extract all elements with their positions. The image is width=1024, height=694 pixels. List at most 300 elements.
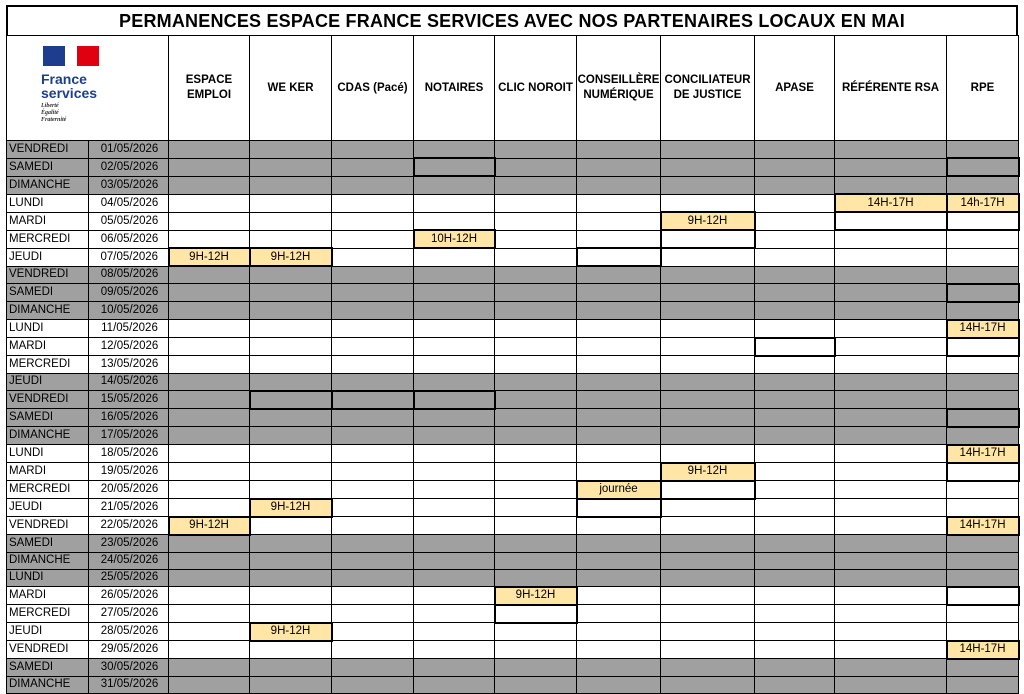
empty-slot <box>332 409 414 427</box>
empty-slot <box>250 338 332 356</box>
table-row <box>7 248 1019 266</box>
header-row <box>7 36 1019 141</box>
empty-slot <box>169 641 250 659</box>
empty-slot <box>947 356 1019 374</box>
empty-slot <box>495 535 577 553</box>
empty-slot <box>755 141 835 159</box>
empty-slot <box>332 338 414 356</box>
empty-slot <box>577 499 661 517</box>
empty-slot <box>414 641 495 659</box>
empty-slot <box>414 356 495 374</box>
empty-slot <box>495 158 577 176</box>
empty-slot <box>169 623 250 641</box>
schedule-body <box>7 141 1019 694</box>
empty-slot <box>755 605 835 623</box>
empty-slot <box>835 641 947 659</box>
empty-slot <box>332 481 414 499</box>
empty-slot <box>414 248 495 266</box>
permanence-slot: 9H-12H <box>169 517 250 535</box>
empty-slot <box>250 391 332 409</box>
empty-slot <box>414 158 495 176</box>
date-cell: 03/05/2026 <box>89 176 169 194</box>
day-cell: LUNDI <box>7 194 89 212</box>
empty-slot <box>250 659 332 677</box>
empty-slot <box>661 569 755 587</box>
empty-slot <box>947 427 1019 445</box>
permanence-slot: 14H-17H <box>947 641 1019 659</box>
empty-slot <box>661 659 755 677</box>
empty-slot <box>332 302 414 320</box>
empty-slot <box>250 302 332 320</box>
empty-slot <box>835 373 947 391</box>
empty-slot <box>414 676 495 693</box>
empty-slot <box>332 230 414 248</box>
empty-slot <box>755 409 835 427</box>
empty-slot <box>250 356 332 374</box>
day-cell: MARDI <box>7 338 89 356</box>
empty-slot <box>332 158 414 176</box>
empty-slot <box>169 302 250 320</box>
day-cell: VENDREDI <box>7 641 89 659</box>
table-row <box>7 176 1019 194</box>
day-cell: MERCREDI <box>7 356 89 374</box>
empty-slot <box>414 552 495 569</box>
empty-slot <box>947 463 1019 481</box>
day-cell: SAMEDI <box>7 535 89 553</box>
france-services-logo <box>41 46 168 124</box>
date-cell: 12/05/2026 <box>89 338 169 356</box>
date-cell: 25/05/2026 <box>89 569 169 587</box>
empty-slot <box>755 158 835 176</box>
empty-slot <box>332 427 414 445</box>
empty-slot <box>495 427 577 445</box>
empty-slot <box>250 463 332 481</box>
table-row <box>7 641 1019 659</box>
empty-slot <box>414 463 495 481</box>
empty-slot <box>495 517 577 535</box>
empty-slot <box>495 409 577 427</box>
permanence-slot: 9H-12H <box>661 463 755 481</box>
empty-slot <box>332 141 414 159</box>
empty-slot <box>495 266 577 284</box>
empty-slot <box>169 158 250 176</box>
table-row <box>7 445 1019 463</box>
date-cell: 01/05/2026 <box>89 141 169 159</box>
empty-slot <box>661 623 755 641</box>
empty-slot <box>835 605 947 623</box>
empty-slot <box>169 552 250 569</box>
empty-slot <box>755 659 835 677</box>
empty-slot <box>835 427 947 445</box>
empty-slot <box>169 176 250 194</box>
empty-slot <box>250 481 332 499</box>
empty-slot <box>755 338 835 356</box>
empty-slot <box>250 212 332 230</box>
empty-slot <box>577 302 661 320</box>
empty-slot <box>661 552 755 569</box>
empty-slot <box>755 569 835 587</box>
column-header-conciliateur: CONCILIATEUR DE JUSTICE <box>661 36 755 141</box>
permanence-slot: 14H-17H <box>835 194 947 212</box>
empty-slot <box>755 552 835 569</box>
empty-slot <box>661 356 755 374</box>
date-cell: 02/05/2026 <box>89 158 169 176</box>
empty-slot <box>414 320 495 338</box>
table-row <box>7 623 1019 641</box>
empty-slot <box>577 605 661 623</box>
empty-slot <box>577 409 661 427</box>
empty-slot <box>250 409 332 427</box>
empty-slot <box>835 266 947 284</box>
empty-slot <box>755 535 835 553</box>
day-cell: MARDI <box>7 587 89 605</box>
empty-slot <box>755 320 835 338</box>
empty-slot <box>169 356 250 374</box>
empty-slot <box>661 158 755 176</box>
empty-slot <box>250 569 332 587</box>
empty-slot <box>661 445 755 463</box>
empty-slot <box>332 356 414 374</box>
empty-slot <box>414 623 495 641</box>
empty-slot <box>661 373 755 391</box>
empty-slot <box>755 499 835 517</box>
empty-slot <box>495 499 577 517</box>
empty-slot <box>661 517 755 535</box>
table-row <box>7 230 1019 248</box>
empty-slot <box>947 248 1019 266</box>
empty-slot <box>169 409 250 427</box>
day-cell: JEUDI <box>7 248 89 266</box>
empty-slot <box>414 212 495 230</box>
schedule-sheet <box>6 5 1018 694</box>
empty-slot <box>947 391 1019 409</box>
empty-slot <box>332 445 414 463</box>
day-cell: LUNDI <box>7 569 89 587</box>
empty-slot <box>755 230 835 248</box>
empty-slot <box>495 659 577 677</box>
empty-slot <box>332 248 414 266</box>
empty-slot <box>169 194 250 212</box>
empty-slot <box>755 427 835 445</box>
empty-slot <box>577 463 661 481</box>
empty-slot <box>332 391 414 409</box>
table-row <box>7 676 1019 693</box>
permanence-slot: 14H-17H <box>947 320 1019 338</box>
empty-slot <box>577 641 661 659</box>
empty-slot <box>835 623 947 641</box>
day-cell: VENDREDI <box>7 517 89 535</box>
empty-slot <box>169 535 250 553</box>
empty-slot <box>332 284 414 302</box>
table-row <box>7 659 1019 677</box>
empty-slot <box>661 427 755 445</box>
day-cell: SAMEDI <box>7 659 89 677</box>
date-cell: 24/05/2026 <box>89 552 169 569</box>
date-cell: 06/05/2026 <box>89 230 169 248</box>
empty-slot <box>947 284 1019 302</box>
empty-slot <box>947 552 1019 569</box>
empty-slot <box>169 605 250 623</box>
table-row <box>7 427 1019 445</box>
table-row <box>7 338 1019 356</box>
date-cell: 28/05/2026 <box>89 623 169 641</box>
day-cell: DIMANCHE <box>7 676 89 693</box>
date-cell: 13/05/2026 <box>89 356 169 374</box>
permanence-slot: 9H-12H <box>661 212 755 230</box>
empty-slot <box>495 569 577 587</box>
empty-slot <box>835 517 947 535</box>
empty-slot <box>169 463 250 481</box>
empty-slot <box>947 158 1019 176</box>
empty-slot <box>414 266 495 284</box>
empty-slot <box>495 194 577 212</box>
empty-slot <box>414 517 495 535</box>
empty-slot <box>947 409 1019 427</box>
empty-slot <box>169 445 250 463</box>
date-cell: 31/05/2026 <box>89 676 169 693</box>
empty-slot <box>495 463 577 481</box>
empty-slot <box>835 248 947 266</box>
day-cell: MARDI <box>7 463 89 481</box>
empty-slot <box>835 676 947 693</box>
empty-slot <box>577 230 661 248</box>
empty-slot <box>577 373 661 391</box>
day-cell: MERCREDI <box>7 481 89 499</box>
empty-slot <box>414 391 495 409</box>
empty-slot <box>169 284 250 302</box>
empty-slot <box>250 552 332 569</box>
empty-slot <box>495 481 577 499</box>
table-row <box>7 373 1019 391</box>
empty-slot <box>414 587 495 605</box>
empty-slot <box>661 676 755 693</box>
empty-slot <box>661 641 755 659</box>
empty-slot <box>755 641 835 659</box>
empty-slot <box>495 445 577 463</box>
empty-slot <box>495 176 577 194</box>
permanence-slot: journée <box>577 481 661 499</box>
empty-slot <box>947 623 1019 641</box>
date-cell: 19/05/2026 <box>89 463 169 481</box>
empty-slot <box>169 391 250 409</box>
empty-slot <box>414 302 495 320</box>
empty-slot <box>332 623 414 641</box>
empty-slot <box>414 499 495 517</box>
empty-slot <box>835 535 947 553</box>
table-row <box>7 569 1019 587</box>
empty-slot <box>250 158 332 176</box>
empty-slot <box>835 481 947 499</box>
logo-motto: Liberté Égalité Fraternité <box>41 103 67 123</box>
empty-slot <box>661 266 755 284</box>
empty-slot <box>577 320 661 338</box>
empty-slot <box>835 320 947 338</box>
empty-slot <box>169 230 250 248</box>
empty-slot <box>661 391 755 409</box>
empty-slot <box>835 212 947 230</box>
empty-slot <box>250 373 332 391</box>
empty-slot <box>250 266 332 284</box>
date-cell: 18/05/2026 <box>89 445 169 463</box>
empty-slot <box>661 284 755 302</box>
empty-slot <box>755 463 835 481</box>
empty-slot <box>661 141 755 159</box>
table-row <box>7 141 1019 159</box>
empty-slot <box>332 659 414 677</box>
empty-slot <box>661 409 755 427</box>
empty-slot <box>577 248 661 266</box>
empty-slot <box>332 194 414 212</box>
empty-slot <box>577 535 661 553</box>
column-header-referente-rsa: RÉFÉRENTE RSA <box>835 36 947 141</box>
date-cell: 14/05/2026 <box>89 373 169 391</box>
day-cell: MARDI <box>7 212 89 230</box>
empty-slot <box>169 676 250 693</box>
date-cell: 10/05/2026 <box>89 302 169 320</box>
day-cell: DIMANCHE <box>7 427 89 445</box>
empty-slot <box>169 427 250 445</box>
day-cell: LUNDI <box>7 320 89 338</box>
empty-slot <box>661 230 755 248</box>
empty-slot <box>577 623 661 641</box>
empty-slot <box>250 427 332 445</box>
column-header-we-ker: WE KER <box>250 36 332 141</box>
column-header-cdas: CDAS (Pacé) <box>332 36 414 141</box>
empty-slot <box>755 676 835 693</box>
column-header-clic-noroit: CLIC NOROIT <box>495 36 577 141</box>
empty-slot <box>755 356 835 374</box>
empty-slot <box>332 266 414 284</box>
day-cell: LUNDI <box>7 445 89 463</box>
empty-slot <box>250 445 332 463</box>
date-cell: 04/05/2026 <box>89 194 169 212</box>
empty-slot <box>169 266 250 284</box>
empty-slot <box>755 373 835 391</box>
day-cell: JEUDI <box>7 623 89 641</box>
empty-slot <box>835 409 947 427</box>
permanence-slot: 9H-12H <box>169 248 250 266</box>
table-row <box>7 212 1019 230</box>
permanence-slot: 9H-12H <box>250 623 332 641</box>
empty-slot <box>947 141 1019 159</box>
empty-slot <box>755 391 835 409</box>
empty-slot <box>755 445 835 463</box>
empty-slot <box>169 338 250 356</box>
date-cell: 11/05/2026 <box>89 320 169 338</box>
table-row <box>7 158 1019 176</box>
empty-slot <box>577 338 661 356</box>
date-cell: 21/05/2026 <box>89 499 169 517</box>
day-cell: JEUDI <box>7 373 89 391</box>
empty-slot <box>835 176 947 194</box>
empty-slot <box>835 338 947 356</box>
empty-slot <box>495 338 577 356</box>
empty-slot <box>577 284 661 302</box>
empty-slot <box>577 158 661 176</box>
empty-slot <box>947 302 1019 320</box>
empty-slot <box>332 212 414 230</box>
empty-slot <box>250 230 332 248</box>
empty-slot <box>755 623 835 641</box>
empty-slot <box>495 552 577 569</box>
empty-slot <box>835 552 947 569</box>
empty-slot <box>250 535 332 553</box>
empty-slot <box>661 605 755 623</box>
date-cell: 20/05/2026 <box>89 481 169 499</box>
empty-slot <box>947 338 1019 356</box>
empty-slot <box>661 302 755 320</box>
date-cell: 23/05/2026 <box>89 535 169 553</box>
empty-slot <box>332 463 414 481</box>
date-cell: 30/05/2026 <box>89 659 169 677</box>
empty-slot <box>495 356 577 374</box>
day-cell: SAMEDI <box>7 284 89 302</box>
permanence-slot: 10H-12H <box>414 230 495 248</box>
empty-slot <box>414 569 495 587</box>
empty-slot <box>577 445 661 463</box>
table-row <box>7 194 1019 212</box>
empty-slot <box>835 391 947 409</box>
table-row <box>7 587 1019 605</box>
date-cell: 15/05/2026 <box>89 391 169 409</box>
empty-slot <box>332 535 414 553</box>
empty-slot <box>755 176 835 194</box>
empty-slot <box>661 481 755 499</box>
empty-slot <box>495 320 577 338</box>
table-row <box>7 535 1019 553</box>
empty-slot <box>495 641 577 659</box>
empty-slot <box>947 569 1019 587</box>
empty-slot <box>577 676 661 693</box>
empty-slot <box>577 569 661 587</box>
empty-slot <box>250 194 332 212</box>
empty-slot <box>661 320 755 338</box>
empty-slot <box>332 676 414 693</box>
empty-slot <box>495 605 577 623</box>
empty-slot <box>755 248 835 266</box>
day-cell: DIMANCHE <box>7 176 89 194</box>
table-row <box>7 284 1019 302</box>
date-cell: 29/05/2026 <box>89 641 169 659</box>
empty-slot <box>577 587 661 605</box>
empty-slot <box>414 409 495 427</box>
page-title: PERMANENCES ESPACE FRANCE SERVICES AVEC NOS PARTENAIRES LOCAUX EN MAI <box>6 5 1018 35</box>
table-row <box>7 517 1019 535</box>
empty-slot <box>169 141 250 159</box>
empty-slot <box>169 659 250 677</box>
empty-slot <box>661 248 755 266</box>
table-row <box>7 391 1019 409</box>
empty-slot <box>495 284 577 302</box>
date-cell: 27/05/2026 <box>89 605 169 623</box>
table-row <box>7 302 1019 320</box>
table-row <box>7 499 1019 517</box>
empty-slot <box>835 230 947 248</box>
empty-slot <box>577 141 661 159</box>
empty-slot <box>495 248 577 266</box>
date-cell: 16/05/2026 <box>89 409 169 427</box>
empty-slot <box>332 320 414 338</box>
empty-slot <box>332 641 414 659</box>
day-cell: SAMEDI <box>7 409 89 427</box>
column-header-notaires: NOTAIRES <box>414 36 495 141</box>
date-cell: 26/05/2026 <box>89 587 169 605</box>
day-cell: MERCREDI <box>7 230 89 248</box>
empty-slot <box>947 266 1019 284</box>
date-cell: 07/05/2026 <box>89 248 169 266</box>
empty-slot <box>835 587 947 605</box>
table-row <box>7 320 1019 338</box>
